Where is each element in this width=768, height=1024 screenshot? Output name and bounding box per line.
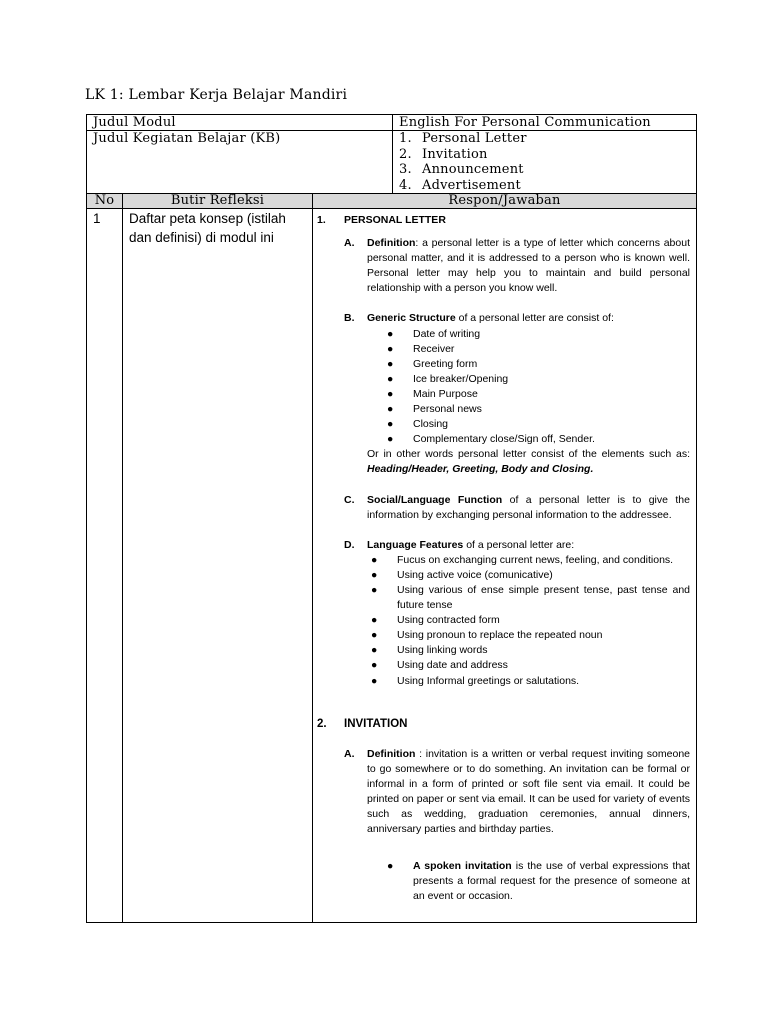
list-item: ● Using active voice (comunicative) <box>371 568 553 581</box>
list-item: ● Ice breaker/Opening <box>387 372 509 385</box>
pl-definition: A. Definition: a personal letter is a type of letter which concerns about personal matter, and it is addressed to a person who is known well. Personal letter may help you to maintain and build personal relationship with a person you know well. <box>344 237 690 295</box>
list-item: ● Greeting form <box>387 357 478 370</box>
col-butir-header: Butir Refleksi <box>123 194 313 209</box>
kb-list-cell <box>393 131 697 194</box>
kb-list-item: 2. Invitation <box>399 146 488 162</box>
col-no-header: No <box>87 194 123 209</box>
worksheet-table <box>86 114 697 923</box>
module-title-label: Judul Modul <box>87 115 393 131</box>
kb-title-label: Judul Kegiatan Belajar (KB) <box>87 131 393 194</box>
module-title-row <box>87 115 697 131</box>
kb-list-item: 4. Advertisement <box>399 177 521 193</box>
list-item: ● Closing <box>387 418 449 431</box>
response-cell <box>313 209 697 923</box>
column-header-row <box>87 194 697 209</box>
section-title: INVITATION <box>344 717 408 730</box>
list-item: ● Using various of ense simple present tense, past tense and future tense <box>371 583 690 612</box>
module-title-value: English For Personal Communication <box>393 115 697 131</box>
kb-list-item: 1. Personal Letter <box>399 131 527 146</box>
inv-definition: A. Definition : invitation is a written or verbal request inviting someone to go somewhere or to do something. An invitation can be formal or informal in a form of printed or soft file sent via email. It could be printed on paper or sent via email. It can be used for variety of events such as wedding, graduation ceremonies, annual dinners, anniversary parties and birthday parties. <box>344 747 690 836</box>
structure-list <box>367 327 690 448</box>
list-item: ● Using contracted form <box>371 614 500 627</box>
pl-social-function: C. Social/Language Function of a personal letter is to give the information by exchanging personal information to the addressee. <box>344 493 690 521</box>
inv-spoken: ● A spoken invitation is the use of verbal expressions that presents a formal request for the presence of someone at an event or occasion. <box>387 860 690 903</box>
table-row <box>87 209 697 923</box>
structure-note: Or in other words personal letter consist of the elements such as: Heading/Header, Greeting, Body and Closing. <box>367 448 690 476</box>
col-respon-header: Respon/Jawaban <box>313 194 697 209</box>
list-item: ● Using pronoun to replace the repeated noun <box>371 629 603 642</box>
list-item: ● Main Purpose <box>387 387 478 400</box>
section-title: PERSONAL LETTER <box>344 214 446 226</box>
kb-list <box>399 131 690 193</box>
kb-list-item: 3. Announcement <box>399 162 524 177</box>
list-item: ● Using linking words <box>371 644 488 657</box>
pl-language-features: D. Language Features of a personal letter are: ● Fucus on exchanging current news, feeling, and conditions. ● Using active voice (comunicative) ● Using various of ense simple present tense, past tense and future tense ● Using contracted form ● Using pronoun to replace the repeated noun ● Using linking words ● Using date and address ● Using Informal greetings or salutations. <box>344 538 690 689</box>
pl-generic-structure: B. Generic Structure of a personal letter are consist of: ● Date of writing ● Receiver ● Greeting form ● Ice breaker/Opening ● Main Purpose ● Personal news ● Closing ● Complementary close/Sign off, Sender. Or in other words personal letter consist of the elements such as: Heading/Header, Greeting, Body and Closing. <box>344 311 690 477</box>
list-item: ● Fucus on exchanging current news, feeling, and conditions. <box>371 553 674 566</box>
section-personal-letter: 1. PERSONAL LETTER <box>317 214 446 226</box>
kb-title-row <box>87 131 697 194</box>
features-list <box>367 553 690 689</box>
reflection-item: Daftar peta konsep (istilah dan definisi) di modul ini <box>123 209 313 923</box>
page-title: LK 1: Lembar Kerja Belajar Mandiri <box>85 87 348 103</box>
section-invitation: 2. INVITATION <box>317 717 408 730</box>
list-item: ● Personal news <box>387 403 482 416</box>
list-item: ● Receiver <box>387 342 455 355</box>
list-item: ● Using Informal greetings or salutations. <box>371 674 580 687</box>
list-item: ● Using date and address <box>371 659 508 672</box>
row-number: 1 <box>87 209 123 923</box>
response-content <box>313 209 696 922</box>
list-item: ● Complementary close/Sign off, Sender. <box>387 433 595 446</box>
list-item: ● Date of writing <box>387 327 481 340</box>
